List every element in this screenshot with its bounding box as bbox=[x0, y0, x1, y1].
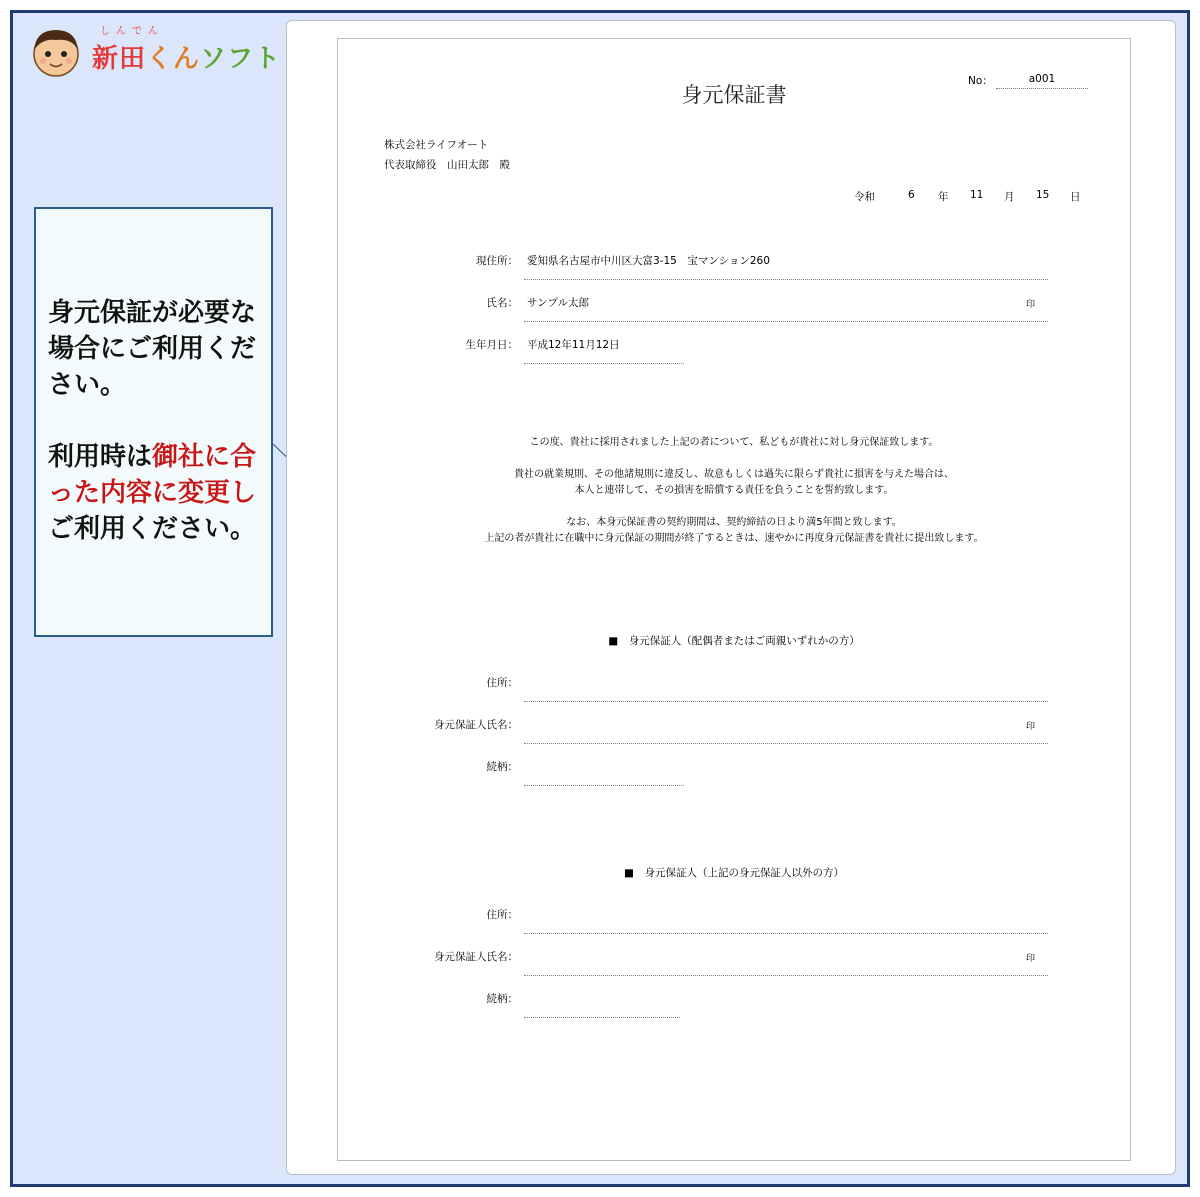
logo-furigana: しんでん bbox=[100, 26, 164, 37]
address-label: 現住所： bbox=[476, 255, 518, 267]
seal-mark: 印 bbox=[1026, 300, 1036, 310]
guarantor1-seal-mark: 印 bbox=[1026, 722, 1036, 732]
guarantor1-heading: ■ 身元保証人（配偶者またはご両親いずれかの方） bbox=[608, 635, 860, 647]
doc-number-value: a001 bbox=[996, 73, 1088, 89]
brand-logo bbox=[92, 38, 281, 74]
date-era: 令和 bbox=[854, 191, 875, 203]
mascot-boy-icon bbox=[28, 24, 88, 80]
date-month-unit: 月 bbox=[1004, 191, 1015, 203]
guarantor1-address-line bbox=[524, 701, 1048, 702]
usage-note-callout bbox=[34, 207, 273, 637]
logo-text-part1: 新田 bbox=[92, 44, 147, 74]
guarantor1-address-label: 住所： bbox=[486, 677, 518, 689]
company-name: 株式会社ライフオート bbox=[384, 139, 489, 151]
guarantor2-seal-mark: 印 bbox=[1026, 954, 1036, 964]
birth-value: 平成12年11月12日 bbox=[527, 339, 620, 351]
callout-text-2 bbox=[48, 439, 261, 547]
body-paragraph-3: 本人と連帯して、その損害を賠償する責任を負うことを誓約致します。 bbox=[574, 485, 894, 496]
body-paragraph-5: 上記の者が貴社に在職中に身元保証の期間が終了するときは、速やかに再度身元保証書を貴社に提出致します。 bbox=[484, 533, 984, 544]
date-day: 15 bbox=[1036, 189, 1050, 201]
callout-text-1: 身元保証が必要な場合にご利用ください。 bbox=[48, 298, 257, 400]
recipient-name: 代表取締役 山田太郎 殿 bbox=[384, 159, 510, 171]
document-title: 身元保証書 bbox=[681, 83, 787, 107]
body-paragraph-2: 貴社の就業規則、その他諸規則に違反し、故意もしくは過失に限らず貴社に損害を与えた場合は、 bbox=[514, 469, 954, 480]
document-page bbox=[337, 38, 1131, 1161]
body-paragraph-4: なお、本身元保証書の契約期間は、契約締結の日より満5年間と致します。 bbox=[566, 517, 902, 528]
logo-text-part2: くん bbox=[146, 44, 201, 74]
birth-label: 生年月日： bbox=[465, 339, 518, 351]
birth-line bbox=[524, 363, 684, 364]
callout-text-2-prefix: 利用時は bbox=[48, 442, 153, 472]
guarantor1-relation-label: 続柄： bbox=[486, 761, 518, 773]
guarantor2-address-line bbox=[524, 933, 1048, 934]
guarantor2-relation-line bbox=[524, 1017, 680, 1018]
body-paragraph-1: この度、貴社に採用されました上記の者について、私どもが貴社に対し身元保証致します。 bbox=[529, 437, 939, 448]
date-year-unit: 年 bbox=[938, 191, 949, 203]
guarantor2-name-label: 身元保証人氏名： bbox=[434, 951, 518, 963]
date-month: 11 bbox=[970, 189, 984, 201]
doc-number-label: No： bbox=[968, 75, 993, 87]
guarantor2-address-label: 住所： bbox=[486, 909, 518, 921]
guarantor1-name-label: 身元保証人氏名： bbox=[434, 719, 518, 731]
address-line bbox=[524, 279, 1048, 280]
name-value: サンプル太郎 bbox=[527, 297, 590, 309]
guarantor1-name-line bbox=[524, 743, 1048, 744]
callout-text-2-suffix: ご利用ください。 bbox=[48, 514, 257, 544]
guarantor2-heading: ■ 身元保証人（上記の身元保証人以外の方） bbox=[624, 867, 844, 879]
guarantor1-relation-line bbox=[524, 785, 684, 786]
logo-text-part3: ソフト bbox=[200, 44, 282, 74]
address-value: 愛知県名古屋市中川区大富3-15 宝マンション260 bbox=[527, 255, 770, 267]
callout-highlight: 御社に合った内容に変更し bbox=[48, 442, 257, 508]
name-line bbox=[524, 321, 1048, 322]
date-day-unit: 日 bbox=[1070, 191, 1081, 203]
date-year: 6 bbox=[908, 189, 915, 201]
guarantor2-name-line bbox=[524, 975, 1048, 976]
guarantor2-relation-label: 続柄： bbox=[486, 993, 518, 1005]
name-label: 氏名： bbox=[486, 297, 518, 309]
